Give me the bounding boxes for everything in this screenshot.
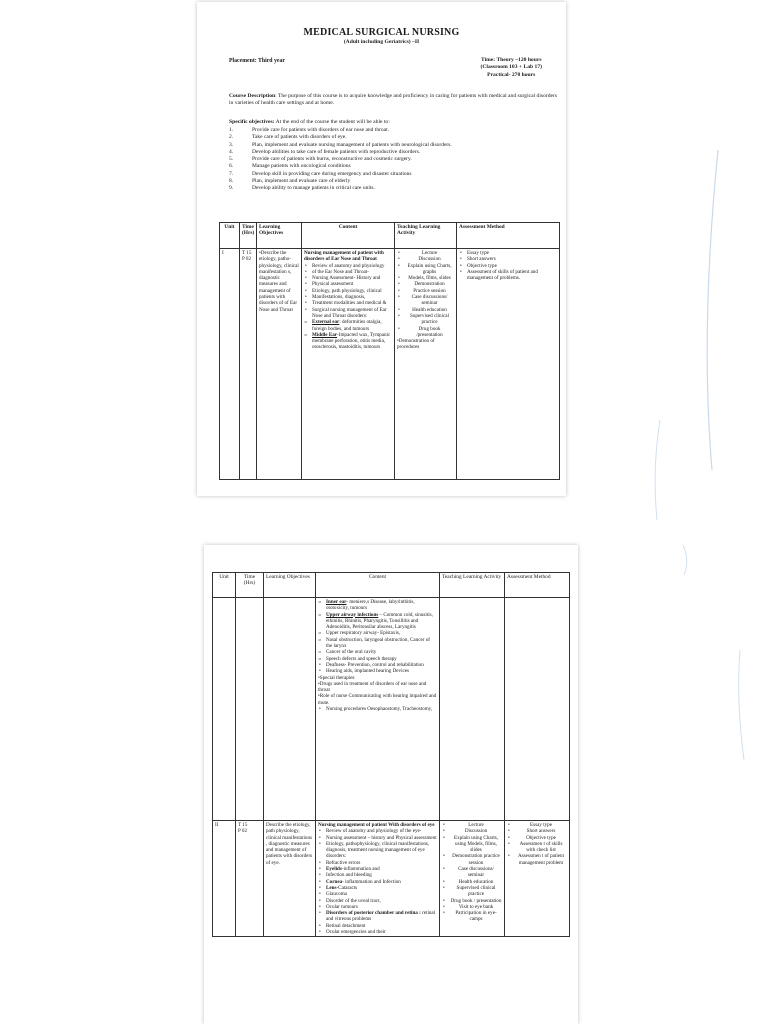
text-part: Review of anatomy and physiology of the eye-	[326, 828, 422, 835]
item-text: Plan, implement and evaluate care of elderly	[252, 178, 351, 185]
cell-objectives: •Describe the etiology, patho-physiology, clinical manifestation s, diagnostic measures and management of patients with disorders of of Ear Nose and Throat	[257, 249, 302, 480]
text-part: Glaucoma	[326, 891, 347, 898]
list-item: • Assessment of skills of patient and management of problems.	[459, 269, 557, 282]
assessment-list	[507, 822, 567, 866]
item-text: Manage patients with oncological conditions	[252, 163, 351, 170]
header-content: Content	[302, 223, 395, 249]
text-part: Disorder of the uveal tract,	[326, 897, 381, 904]
item-number: 4.	[229, 148, 234, 155]
content-bullets	[318, 706, 437, 712]
cell-assessment	[457, 249, 560, 480]
text-part: Infection and bleeding	[326, 872, 372, 879]
text-part: Etiology, pathophysiology, clinical manifestations, diagnosis, treatment nursing management of eye disorders:	[326, 840, 430, 860]
cell-unit	[213, 598, 236, 821]
cell-time: T 15 P 02	[240, 249, 257, 480]
list-item: • Essay type	[507, 822, 567, 828]
time-block	[480, 57, 542, 79]
subitem-label: External ear	[312, 319, 340, 326]
list-item: • Nursing Assessment- History and	[304, 275, 392, 281]
document-page-1	[197, 2, 566, 496]
content-subitems	[304, 319, 392, 350]
subitem-text: -Impacted wax, Tympanic membrane perforation, otitis media, otosclerosis, mastoiditis, tumours	[312, 331, 391, 351]
tla-list	[442, 822, 502, 923]
list-item: • Review of anatomy and physiology	[304, 263, 392, 269]
header-time: Time (Hrs)	[236, 573, 264, 598]
subitem-text: : deformities otalgia, foreign bodies, and tumours	[312, 319, 382, 332]
list-item: • Demonstration	[397, 281, 454, 287]
list-item	[318, 612, 437, 631]
item-text: Plan, implement and evaluate nursing management of patients with neurological disorders.	[252, 141, 452, 148]
text-part: -inflammation and	[341, 866, 380, 873]
document-title: MEDICAL SURGICAL NURSING	[303, 27, 460, 38]
text-part: Ocular emergencies and their	[326, 929, 386, 936]
header-assessment: Assessment Method	[457, 223, 560, 249]
list-item: • Case discussions/ seminar	[442, 866, 502, 879]
list-item: • Objective type	[459, 263, 557, 269]
list-item: • Nursing procedures Oesophaostomy, Tracheostomy,	[318, 706, 437, 712]
list-item	[318, 910, 437, 923]
subitem-text: - meniere,s Disease, labyrinthitis, ototoxicity, tumours	[326, 599, 415, 612]
header-objectives: Learning Objectives	[257, 223, 302, 249]
list-item	[304, 319, 392, 332]
item-number: 3.	[229, 141, 234, 148]
cell-assessment	[505, 821, 570, 937]
item-text: Provide care for patients with disorders of ear nose and throat.	[252, 127, 389, 133]
objectives-list	[229, 127, 559, 193]
item-number: 8.	[229, 178, 234, 185]
header-objectives: Learning Objectives	[264, 573, 316, 598]
subitem-label: Inner ear	[326, 599, 347, 605]
content-line: •Special therapies	[318, 674, 355, 681]
cell-content	[316, 598, 440, 821]
cell-unit: II	[213, 821, 236, 937]
list-item: • Etiology, path physiology, clinical	[304, 288, 392, 294]
item-number: 9.	[229, 185, 234, 192]
course-description-label: Course Description	[229, 93, 276, 99]
table-row	[220, 249, 560, 480]
course-description	[229, 93, 561, 107]
list-item	[229, 185, 559, 192]
text-part: -Cataracts	[336, 884, 358, 891]
list-item: • Drug book /presentation	[397, 326, 454, 339]
list-item: • of the Ear Nose and Throat-	[304, 269, 392, 275]
list-item: o Cancer of the oral cavity	[318, 649, 437, 655]
cell-tla	[440, 598, 505, 821]
list-item: • Deafness- Prevention, control and rehabilitation	[318, 662, 437, 668]
table-row	[213, 598, 570, 821]
item-number: 2.	[229, 134, 234, 141]
cell-assessment	[505, 598, 570, 821]
cell-time: T 15 P 02	[236, 821, 264, 937]
tla-list	[397, 250, 454, 338]
list-item: • Objective type	[507, 835, 567, 841]
content-bullets	[318, 662, 437, 675]
objectives-label: Specific objectives:	[229, 119, 275, 125]
list-item	[304, 332, 392, 351]
subitem-label: Middle Ear	[312, 331, 338, 338]
text-part: - inflammation and Infection	[342, 878, 401, 885]
content-line: •Role of nurse Communicating with hearing impaired and mute.	[318, 693, 437, 706]
list-item: • Practice session	[397, 288, 454, 294]
list-item	[229, 156, 559, 163]
header-content: Content	[316, 573, 440, 598]
list-item: • Hearing aids, implanted hearing Devices	[318, 668, 437, 674]
list-item: • Short answers	[459, 256, 557, 262]
list-item: • Surgical nursing management of Ear Nose and Throat disorders:	[304, 307, 392, 320]
list-item: • Models, films, slides	[397, 275, 454, 281]
list-item: • Case discussions/ seminar	[397, 294, 454, 307]
bold-part: Cornea	[326, 878, 343, 885]
list-item: • Demonstration practice session	[442, 853, 502, 866]
placement-label: Placement: Third year	[229, 58, 285, 64]
header-unit: Unit	[213, 573, 236, 598]
content-subitems	[318, 599, 437, 662]
bold-part: Disorders of posterior chamber and retina :	[326, 910, 421, 917]
table-header-row	[213, 573, 570, 598]
item-number: 5.	[229, 156, 234, 163]
content-line: •Drugs used in treatment of disorders of ear nose and throat	[318, 680, 427, 694]
objectives-heading	[229, 119, 390, 125]
time-line: (Classroom 103 + Lab 17)	[480, 64, 542, 71]
tla-extra: •Demonstration of procedures	[397, 338, 435, 351]
cell-content	[316, 821, 440, 937]
list-item: • Participation in eye-camps	[442, 910, 502, 923]
list-item: • Assessmen t of patient management problem	[507, 853, 567, 866]
document-page-2	[204, 545, 578, 1024]
list-item	[318, 841, 437, 860]
time-line: Time: Theory –120 hours	[480, 57, 542, 63]
content-heading: Nursing management of patient With disorders of eye	[318, 822, 435, 828]
cell-unit: I	[220, 249, 240, 480]
item-text: Provide care of patients with burns, reconstructive and cosmetic surgery.	[252, 156, 412, 163]
list-item: • Explain using Charts, using Models, films, slides	[442, 835, 502, 854]
cell-objectives	[264, 598, 316, 821]
list-item: • Explain using Charts, graphs	[397, 263, 454, 276]
table-header-row	[220, 223, 560, 249]
text-part: retinal and vitreous problems	[326, 910, 436, 923]
cell-tla	[440, 821, 505, 937]
cell-time	[236, 598, 264, 821]
header-assessment: Assessment Method	[505, 573, 570, 598]
item-text: Develop skill in providing care during emergency and disaster situations	[252, 170, 412, 177]
course-description-text: : The purpose of this course is to acquire knowledge and proficiency in caring for patients with medical and surgical disorders in varieties of health care settings and at home.	[229, 93, 558, 107]
item-number: 7.	[229, 170, 234, 177]
cell-content	[302, 249, 395, 480]
list-item: • Visit to eye bank	[442, 904, 502, 910]
list-item: • Short answers	[507, 828, 567, 834]
list-item: • Assessmen t of skills with check list	[507, 841, 567, 854]
document-subtitle: (Adult including Geriatrics) –II	[343, 39, 420, 45]
text-part: Retinal detachment	[326, 922, 366, 929]
item-text: Develop abilities to take care of female patients with reproductive disorders.	[252, 148, 421, 155]
list-item: • Treatment modalities and medical &	[304, 300, 392, 306]
cell-tla	[395, 249, 457, 480]
item-text: Develop ability to manage patients in critical care units.	[252, 185, 375, 192]
item-text: Take care of patients with disorders of eye.	[252, 134, 347, 141]
subitem-label: Upper airway infections	[326, 611, 379, 618]
cell-objectives: Describe the etiology, path physiology, clinical manifestations , diagnostic measures and management of patients with disorders of eye.	[264, 821, 316, 937]
header-tla: Teaching Learning Activity	[440, 573, 505, 598]
list-item: • Supervised clinical practice	[397, 313, 454, 326]
list-item: • Physical assessment	[304, 281, 392, 287]
list-item	[318, 599, 437, 612]
header-tla: Teaching Learning Activity	[395, 223, 457, 249]
list-item	[318, 929, 437, 935]
table-row	[213, 821, 570, 937]
text-part: Refractive errors	[326, 859, 361, 866]
assessment-list	[459, 250, 557, 281]
time-line: Practical- 270 hours	[487, 71, 536, 78]
list-item: o Nasal obstruction, laryngeal obstruction, Cancer of the larynx	[318, 637, 437, 650]
curriculum-table	[219, 222, 560, 480]
list-item: • Essay type	[459, 250, 557, 256]
curriculum-table-continued	[212, 572, 570, 937]
item-number: 1.	[229, 127, 234, 133]
list-item: • Discussion	[397, 256, 454, 262]
content-bullets	[318, 828, 437, 935]
header-time: Time (Hrs)	[240, 223, 257, 249]
list-item: o Upper respiratory airway- Epistaxis,	[318, 630, 437, 636]
bold-part: Lens	[326, 884, 337, 891]
header-unit: Unit	[220, 223, 240, 249]
list-item	[229, 163, 559, 170]
text-part: Nursing assessment – history and Physical assessment	[326, 834, 437, 841]
bold-part: Eyelids	[326, 866, 342, 873]
list-item: o Speech defects and speech therapy	[318, 656, 437, 662]
list-item	[229, 142, 559, 149]
list-item	[229, 178, 559, 185]
item-number: 6.	[229, 163, 234, 170]
list-item	[229, 171, 559, 178]
text-part: Ocular tumours	[326, 903, 358, 910]
content-bullets	[304, 263, 392, 320]
list-item: • Manifestations, diagnosis,	[304, 294, 392, 300]
objectives-intro: At the end of the course the student will be able to:	[274, 119, 390, 125]
list-item: • Lecture	[442, 822, 502, 828]
subitem-text: – Common cold, sinusitis, ethinitis, Rhinitis, Pharyngitis, Tonsillitis and Adenoiditis, Peritonsilar abscess, Laryngitis	[326, 611, 433, 631]
list-item	[229, 134, 559, 141]
list-item: • Health education	[442, 879, 502, 885]
list-item: • Supervised clinical practice	[442, 885, 502, 898]
list-item: • Drug book / presentation	[442, 898, 502, 904]
list-item: • Lecture	[397, 250, 454, 256]
content-heading: Nursing management of patient with disorders of Ear Nose and Throat	[304, 250, 384, 263]
list-item: • Discussion	[442, 828, 502, 834]
list-item: • Health education	[397, 307, 454, 313]
